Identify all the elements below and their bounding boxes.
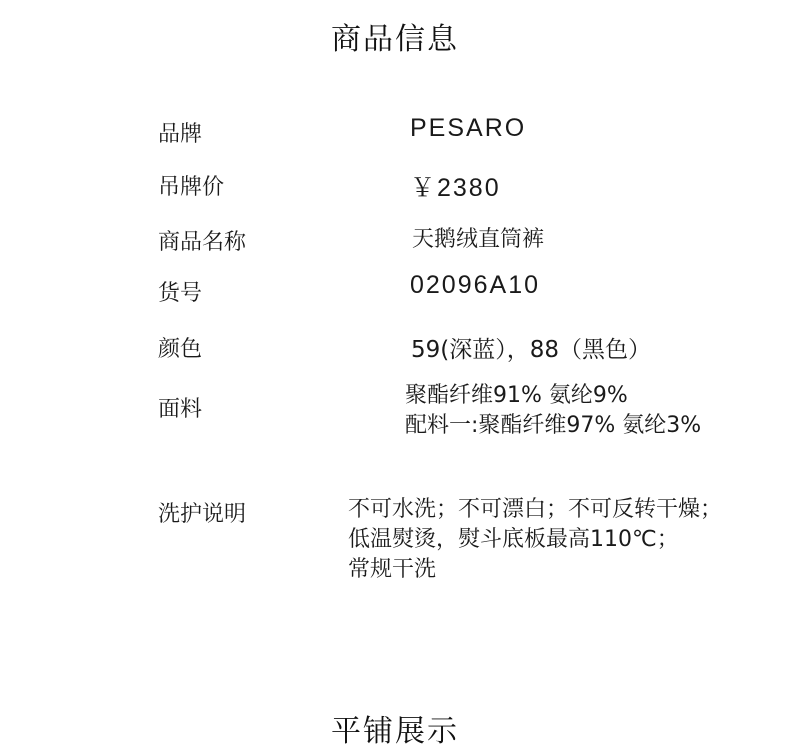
item-no-label: 货号 <box>158 281 203 306</box>
care-label: 洗护说明 <box>158 502 247 527</box>
product-name-label: 商品名称 <box>158 230 247 255</box>
product-name-value: 天鹅绒直筒裤 <box>412 227 545 252</box>
item-no-value: 02096A10 <box>410 271 541 299</box>
tag-price-label: 吊牌价 <box>158 175 225 200</box>
fabric-value <box>405 381 701 441</box>
fabric-line-1: 聚酯纤维91% 氨纶9% <box>405 383 628 408</box>
tag-price-value: ￥2380 <box>410 174 501 202</box>
fabric-line-2: 配料一:聚酯纤维97% 氨纶3% <box>405 413 702 438</box>
fabric-label: 面料 <box>158 397 203 422</box>
brand-label: 品牌 <box>158 122 203 147</box>
care-line-1: 不可水洗；不可漂白；不可反转干燥； <box>348 497 723 522</box>
care-value <box>348 495 722 585</box>
care-line-3: 常规干洗 <box>348 557 437 582</box>
brand-value: PESARO <box>410 114 527 142</box>
section-title-product-info: 商品信息 <box>331 22 459 57</box>
section-title-flat-display: 平铺展示 <box>331 714 459 749</box>
color-value: 59(深蓝），88（黑色） <box>411 337 652 363</box>
care-line-2: 低温熨烫，熨斗底板最高110℃； <box>348 527 679 552</box>
color-label: 颜色 <box>158 337 203 362</box>
